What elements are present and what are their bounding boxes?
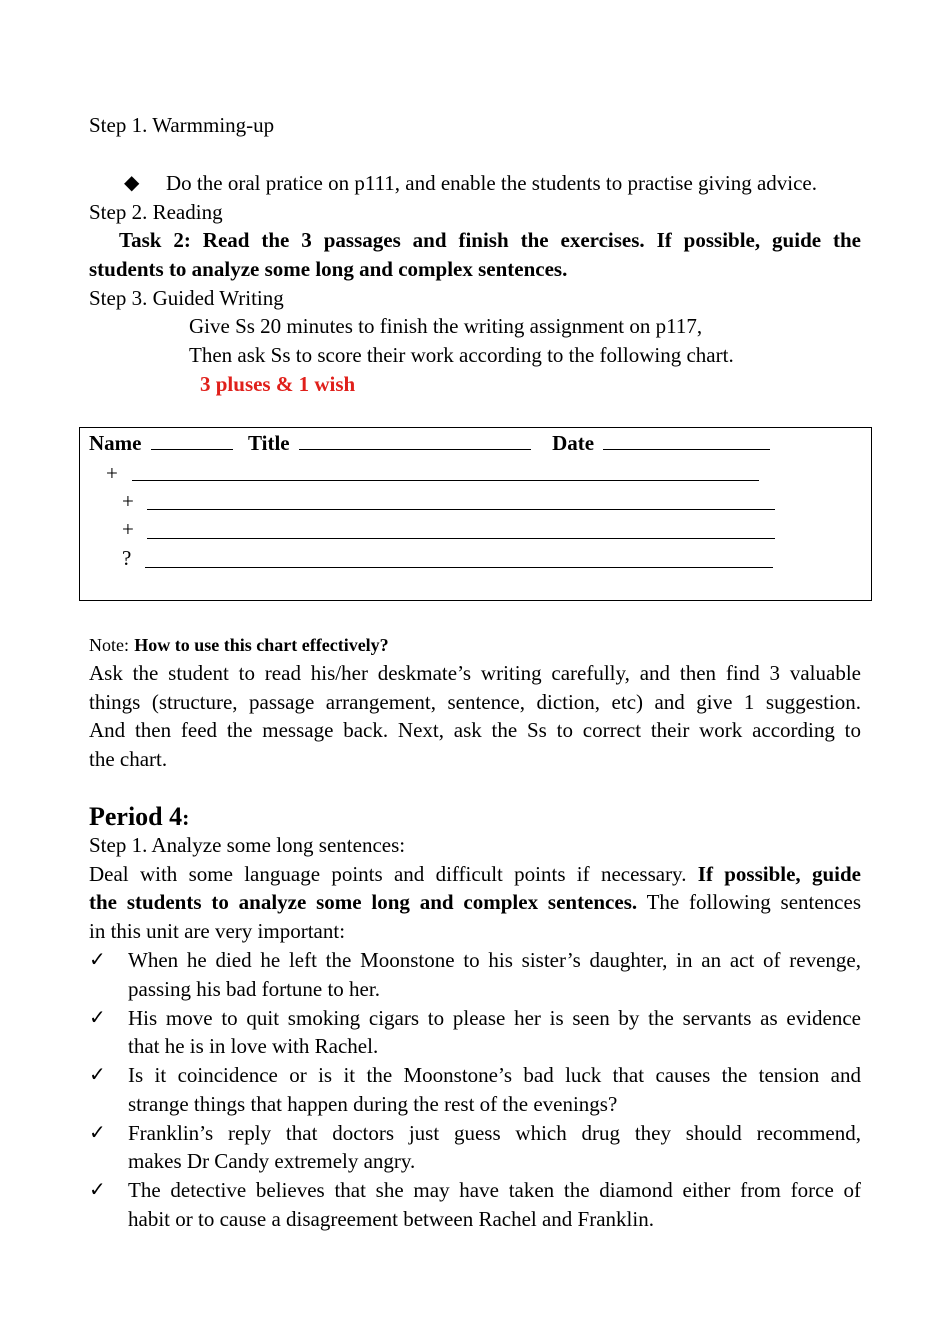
intro-line2-bold: the students to analyze some long and complex sentences. (89, 890, 638, 914)
diamond-bullet-icon: ◆ (124, 172, 140, 194)
check-icon: ✓ (89, 1007, 106, 1029)
check-icon: ✓ (89, 1122, 106, 1144)
note-heading (89, 631, 861, 658)
note-prefix: Note: (89, 635, 129, 655)
sentence-5-line2: habit or to cause a disagreement between Rachel and Franklin. (128, 1207, 654, 1231)
period4-intro-line3: in this unit are very important: (89, 919, 346, 943)
sentence-2-line1: His move to quit smoking cigars to please her is seen by the servants as evidence (128, 1006, 861, 1030)
name-blank (151, 429, 233, 450)
check-icon: ✓ (89, 949, 106, 971)
writing-instruction-1: Give Ss 20 minutes to finish the writing assignment on p117, (189, 314, 703, 338)
intro-line1-plain: Deal with some language points and difficult points if necessary. (89, 862, 687, 886)
step1-heading: Step 1. Warmming-up (89, 113, 275, 137)
plus-mark-2: + (122, 489, 134, 513)
task2-line1: Task 2: Read the 3 passages and finish the exercises. If possible, guide the (119, 228, 861, 252)
plus-line-3 (147, 538, 775, 539)
plus-mark-3: + (122, 517, 134, 541)
sentence-1-line1: When he died he left the Moonstone to his sister’s daughter, in an act of revenge, (128, 948, 861, 972)
plus-line-1 (132, 480, 759, 481)
period4-heading-colon: : (182, 805, 190, 830)
name-label: Name (89, 431, 142, 455)
sentence-1-line2: passing his bad fortune to her. (128, 977, 380, 1001)
sentence-3-line1: Is it coincidence or is it the Moonstone’s bad luck that causes the tension and (128, 1063, 861, 1087)
period4-heading-text: Period 4 (89, 802, 183, 831)
task2-line2: students to analyze some long and complex sentences. (89, 257, 568, 281)
sentence-3-line2: strange things that happen during the rest of the evenings? (128, 1092, 618, 1116)
sentence-4-line2: makes Dr Candy extremely angry. (128, 1149, 416, 1173)
note-question: How to use this chart effectively? (134, 635, 389, 655)
period4-intro-line1 (89, 860, 861, 889)
step2-heading: Step 2. Reading (89, 200, 223, 224)
period4-heading (89, 801, 189, 834)
note-line-1: Ask the student to read his/her deskmate’s writing carefully, and then find 3 valuable (89, 661, 861, 685)
check-icon: ✓ (89, 1064, 106, 1086)
wish-mark: ? (122, 546, 132, 570)
score-chart-box (79, 427, 872, 601)
check-icon: ✓ (89, 1179, 106, 1201)
intro-line1-bold: If possible, guide (697, 862, 861, 886)
plus-mark-1: + (106, 461, 118, 485)
sentence-2-line2: that he is in love with Rachel. (128, 1034, 379, 1058)
note-line-4: the chart. (89, 747, 168, 771)
period4-intro-line2 (89, 888, 861, 917)
date-label: Date (552, 431, 595, 455)
title-blank (299, 429, 531, 450)
wish-line (145, 567, 773, 568)
note-line-3: And then feed the message back. Next, ask the Ss to correct their work according to (89, 718, 861, 742)
bullet-text: Do the oral pratice on p111, and enable the students to practise giving advice. (166, 171, 817, 195)
note-line-2: things (structure, passage arrangement, sentence, diction, etc) and give 1 suggestion. (89, 690, 861, 714)
chart-header-row (89, 429, 770, 457)
period4-step1: Step 1. Analyze some long sentences: (89, 833, 406, 857)
chart-title: 3 pluses & 1 wish (200, 372, 356, 396)
writing-instruction-2: Then ask Ss to score their work according to the following chart. (189, 343, 734, 367)
intro-line2-plain: The following sentences (646, 890, 861, 914)
plus-line-2 (147, 509, 775, 510)
sentence-4-line1: Franklin’s reply that doctors just guess which drug they should recommend, (128, 1121, 861, 1145)
sentence-5-line1: The detective believes that she may have taken the diamond either from force of (128, 1178, 861, 1202)
date-blank (603, 429, 770, 450)
step3-heading: Step 3. Guided Writing (89, 286, 284, 310)
title-label: Title (247, 431, 290, 455)
